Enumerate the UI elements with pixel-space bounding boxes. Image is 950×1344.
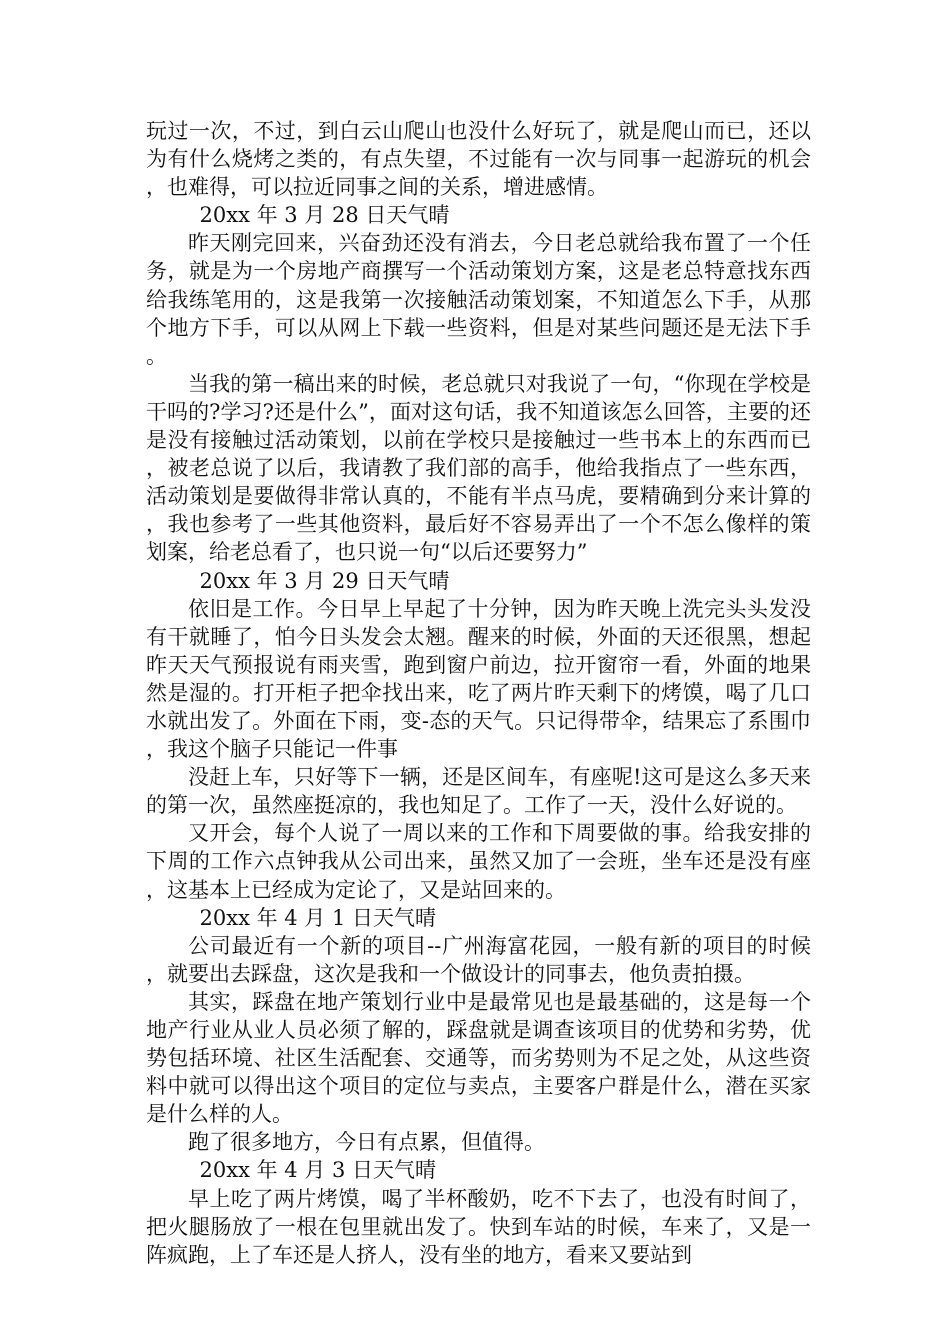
paragraph-continuation: 玩过一次，不过，到白云山爬山也没什么好玩了，就是爬山而已，还以为有什么烧烤之类的，有点失望，不过能有一次与同事一起游玩的机会，也难得，可以拉近同事之间的关系，增进感情。 bbox=[146, 119, 811, 200]
paragraph: 其实，踩盘在地产策划行业中是最常见也是最基础的，这是每一个地产行业从业人员必须了解的，踩盘就是调查该项目的优势和劣势，优势包括环境、社区生活配套、交通等，而劣势则为不足之处，从这些资料中就可以得出这个项目的定位与卖点，主要客户群是什么，潜在买家是什么样的人。 bbox=[146, 989, 811, 1127]
paragraph: 跑了很多地方，今日有点累，但值得。 bbox=[188, 1130, 545, 1155]
diary-date-heading: 20xx 年 4 月 1 日天气晴 bbox=[199, 905, 437, 930]
paragraph: 早上吃了两片烤馍，喝了半杯酸奶，吃不下去了，也没有时间了，把火腿肠放了一根在包里就出发了。快到车站的时候，车来了，又是一阵疯跑，上了车还是人挤人，没有坐的地方，看来又要站到 bbox=[146, 1186, 811, 1267]
diary-date-heading: 20xx 年 4 月 3 日天气晴 bbox=[199, 1158, 437, 1183]
diary-date-heading: 20xx 年 3 月 28 日天气晴 bbox=[199, 203, 450, 228]
document-body bbox=[146, 117, 811, 1269]
paragraph: 依旧是工作。今日早上早起了十分钟，因为昨天晚上洗完头头发没有干就睡了，怕今日头发会太翘。醒来的时候，外面的天还很黑，想起昨天天气预报说有雨夹雪，跑到窗户前边，拉开窗帘一看，外面的地果然是湿的。打开柜子把伞找出来，吃了两片昨天剩下的烤馍，喝了几口水就出发了。外面在下雨，变-态的天气。只记得带伞，结果忘了系围巾，我这个脑子只能记一件事 bbox=[146, 596, 811, 762]
paragraph: 又开会，每个人说了一周以来的工作和下周要做的事。给我安排的下周的工作六点钟我从公司出来，虽然又加了一会班，坐车还是没有座，这基本上已经成为定论了，又是站回来的。 bbox=[146, 821, 811, 902]
paragraph: 公司最近有一个新的项目--广州海富花园，一般有新的项目的时候，就要出去踩盘，这次是我和一个做设计的同事去，他负责拍摄。 bbox=[146, 933, 811, 986]
paragraph: 没赶上车，只好等下一辆，还是区间车，有座呢!这可是这么多天来的第一次，虽然座挺凉的，我也知足了。工作了一天，没什么好说的。 bbox=[146, 765, 811, 818]
diary-date-heading: 20xx 年 3 月 29 日天气晴 bbox=[199, 568, 450, 593]
paragraph: 昨天刚完回来，兴奋劲还没有消去，今日老总就给我布置了一个任务，就是为一个房地产商撰写一个活动策划方案，这是老总特意找东西给我练笔用的，这是我第一次接触活动策划案，不知道怎么下手，从那个地方下手，可以从网上下载一些资料，但是对某些问题还是无法下手。 bbox=[146, 231, 811, 368]
paragraph: 当我的第一稿出来的时候，老总就只对我说了一句，“你现在学校是干吗的?学习?还是什么”，面对这句话，我不知道该怎么回答，主要的还是没有接触过活动策划，以前在学校只是接触过一些书本上的东西而已，被老总说了以后，我请教了我们部的高手，他给我指点了一些东西，活动策划是要做得非常认真的，不能有半点马虎，要精确到分来计算的，我也参考了一些其他资料，最后好不容易弄出了一个不怎么像样的策划案，给老总看了，也只说一句“以后还要努力” bbox=[146, 371, 811, 565]
